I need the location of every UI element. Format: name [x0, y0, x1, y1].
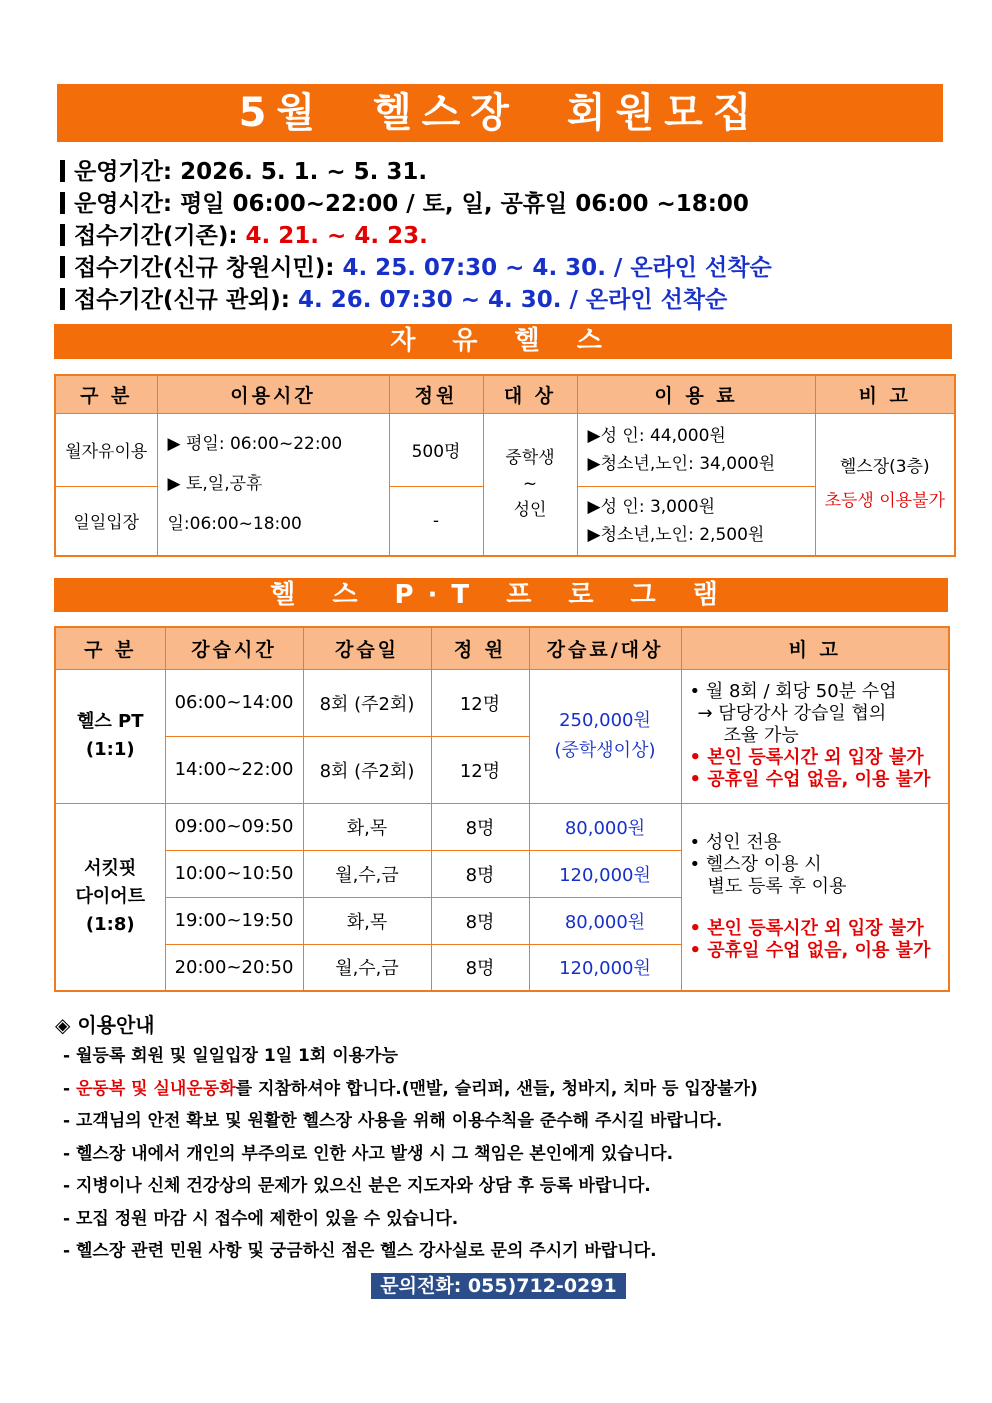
header-note: 비 고 — [681, 627, 949, 669]
fee-adult: ▶성 인: 44,000원 — [587, 425, 726, 446]
free-gym-table — [54, 374, 956, 557]
note-cell — [815, 413, 955, 556]
target-line: 중학생 — [505, 448, 555, 469]
pt-fee: 250,000원 — [559, 710, 651, 731]
pt-notes — [681, 669, 949, 803]
pt-program-name — [55, 669, 165, 803]
table-row-capacity: 8명 — [431, 803, 529, 850]
target-line: 성인 — [513, 500, 547, 521]
table-row-days: 화,목 — [303, 803, 431, 850]
table-row-capacity: 8명 — [431, 850, 529, 897]
note-item-warning: • 본인 등록시간 외 입장 불가 — [689, 747, 924, 768]
contact-phone: 문의전화: 055)712-0291 — [371, 1273, 626, 1299]
table-row-time: 19:00~19:50 — [165, 897, 303, 944]
guide-heading: ◈ 이용안내 — [55, 1013, 155, 1037]
guide-item: - 모집 정원 마감 시 접수에 제한이 있을 수 있습니다. — [63, 1208, 459, 1229]
bullet-bar — [60, 256, 65, 278]
table-row-capacity: 8명 — [431, 897, 529, 944]
weekday-hours: ▶ 평일: 06:00~22:00 — [167, 434, 343, 455]
page-title: 5월 헬스장 회원모집 — [57, 84, 943, 142]
fee-daily — [577, 486, 815, 556]
circuit-notes — [681, 803, 949, 991]
table-row-time: 10:00~10:50 — [165, 850, 303, 897]
table-row-days: 8회 (주2회) — [303, 669, 431, 736]
guide-item: - 지병이나 신체 건강상의 문제가 있으신 분은 지도자와 상담 후 등록 바랍니다. — [63, 1176, 651, 1196]
note-item: • 헬스장 이용 시 — [689, 853, 822, 875]
header-hours: 이용시간 — [157, 375, 389, 413]
row-daily-label: 일일입장 — [55, 486, 157, 556]
note-location: 헬스장(3층) — [839, 457, 930, 478]
note-item: → 담당강사 강습일 협의 — [697, 703, 887, 724]
guide-item: - 헬스장 내에서 개인의 부주의로 인한 사고 발생 시 그 책임은 본인에게 있습니다. — [63, 1143, 674, 1164]
info-period: 운영기간: 2026. 5. 1. ~ 5. 31. — [60, 156, 940, 188]
table-row-fee: 120,000원 — [529, 850, 681, 897]
header-target: 대 상 — [483, 375, 577, 413]
note-item-warning: • 본인 등록시간 외 입장 불가 — [689, 917, 924, 939]
table-row-days: 월,수,금 — [303, 944, 431, 991]
capacity-daily: - — [389, 486, 483, 556]
bullet-bar — [60, 224, 65, 246]
pt-target: (중학생이상) — [554, 740, 656, 761]
fee-monthly — [577, 413, 815, 486]
hours-cell — [157, 413, 389, 556]
note-item: 조율 가능 — [723, 725, 799, 746]
note-item: 별도 등록 후 이용 — [707, 875, 847, 897]
header-time: 강습시간 — [165, 627, 303, 669]
table-row-time: 20:00~20:50 — [165, 944, 303, 991]
program-name-line: 다이어트 — [75, 885, 146, 907]
guide-highlight: 운동복 및 실내운동화 — [75, 1078, 236, 1099]
section-title-free-gym: 자 유 헬 스 — [54, 324, 952, 359]
guide-item: - 헬스장 관련 민원 사항 및 궁금하신 점은 헬스 강사실로 문의 주시기 바랍니다. — [63, 1241, 657, 1261]
table-row-capacity: 12명 — [431, 669, 529, 736]
table-row-fee: 120,000원 — [529, 944, 681, 991]
header-category: 구 분 — [55, 375, 157, 413]
section-title-pt: 헬 스 P·T 프 로 그 램 — [54, 578, 948, 612]
pt-fee-cell — [529, 669, 681, 803]
note-item: • 성인 전용 — [689, 831, 782, 853]
table-row-fee: 80,000원 — [529, 803, 681, 850]
guide-item: - 월등록 회원 및 일일입장 1일 1회 이용가능 — [63, 1046, 398, 1066]
guide-item — [55, 1073, 955, 1106]
target-cell — [483, 413, 577, 556]
bullet-bar — [60, 160, 65, 182]
header-fee-target: 강습료/대상 — [529, 627, 681, 669]
bullet-bar — [60, 288, 65, 310]
header-capacity: 정 원 — [431, 627, 529, 669]
info-registration-citizen: 접수기간(신규 창원시민): 4. 25. 07:30 ~ 4. 30. / 온라인 선착순 — [60, 252, 940, 284]
header-days: 강습일 — [303, 627, 431, 669]
bullet-bar — [60, 192, 65, 214]
note-item: • 월 8회 / 회당 50분 수업 — [689, 681, 897, 702]
pt-table — [54, 626, 950, 992]
fee-adult: ▶성 인: 3,000원 — [587, 496, 716, 517]
fee-youth: ▶청소년,노인: 34,000원 — [587, 453, 776, 474]
table-row-time: 14:00~22:00 — [165, 736, 303, 803]
table-row-capacity: 8명 — [431, 944, 529, 991]
header-note: 비 고 — [815, 375, 955, 413]
fee-youth: ▶청소년,노인: 2,500원 — [587, 524, 765, 545]
table-row-days: 8회 (주2회) — [303, 736, 431, 803]
row-monthly-label: 월자유이용 — [55, 413, 157, 486]
weekend-hours: ▶ 토,일,공휴일:06:00~18:00 — [167, 474, 302, 535]
table-row-days: 월,수,금 — [303, 850, 431, 897]
usage-guide — [55, 1010, 955, 1268]
guide-text: 를 지참하셔야 합니다.(맨발, 슬리퍼, 샌들, 청바지, 치마 등 입장불가) — [235, 1078, 758, 1099]
program-name-line: (1:8) — [85, 913, 135, 935]
info-registration-existing: 접수기간(기존): 4. 21. ~ 4. 23. — [60, 220, 940, 252]
table-row-time: 06:00~14:00 — [165, 669, 303, 736]
info-block — [60, 156, 940, 316]
note-item-warning: • 공휴일 수업 없음, 이용 불가 — [689, 769, 931, 790]
info-hours: 운영시간: 평일 06:00~22:00 / 토, 일, 공휴일 06:00 ~18:00 — [60, 188, 940, 220]
circuit-program-name — [55, 803, 165, 991]
capacity-monthly: 500명 — [389, 413, 483, 486]
header-fee: 이 용 료 — [577, 375, 815, 413]
table-row-fee: 80,000원 — [529, 897, 681, 944]
info-registration-outside: 접수기간(신규 관외): 4. 26. 07:30 ~ 4. 30. / 온라인 선착순 — [60, 284, 940, 316]
guide-item: - 고객님의 안전 확보 및 원활한 헬스장 사용을 위해 이용수칙을 준수해 주시길 바랍니다. — [63, 1111, 723, 1131]
guide-prefix: - — [63, 1078, 76, 1099]
header-capacity: 정원 — [389, 375, 483, 413]
program-name-line: 서킷핏 — [84, 857, 137, 879]
header-category: 구 분 — [55, 627, 165, 669]
target-line: ~ — [522, 474, 538, 495]
program-name-line: 헬스 PT — [76, 711, 144, 732]
note-item-warning: • 공휴일 수업 없음, 이용 불가 — [689, 939, 931, 961]
table-row-capacity: 12명 — [431, 736, 529, 803]
note-restriction: 초등생 이용불가 — [824, 491, 945, 512]
table-row-time: 09:00~09:50 — [165, 803, 303, 850]
program-name-line: (1:1) — [85, 739, 135, 760]
table-row-days: 화,목 — [303, 897, 431, 944]
